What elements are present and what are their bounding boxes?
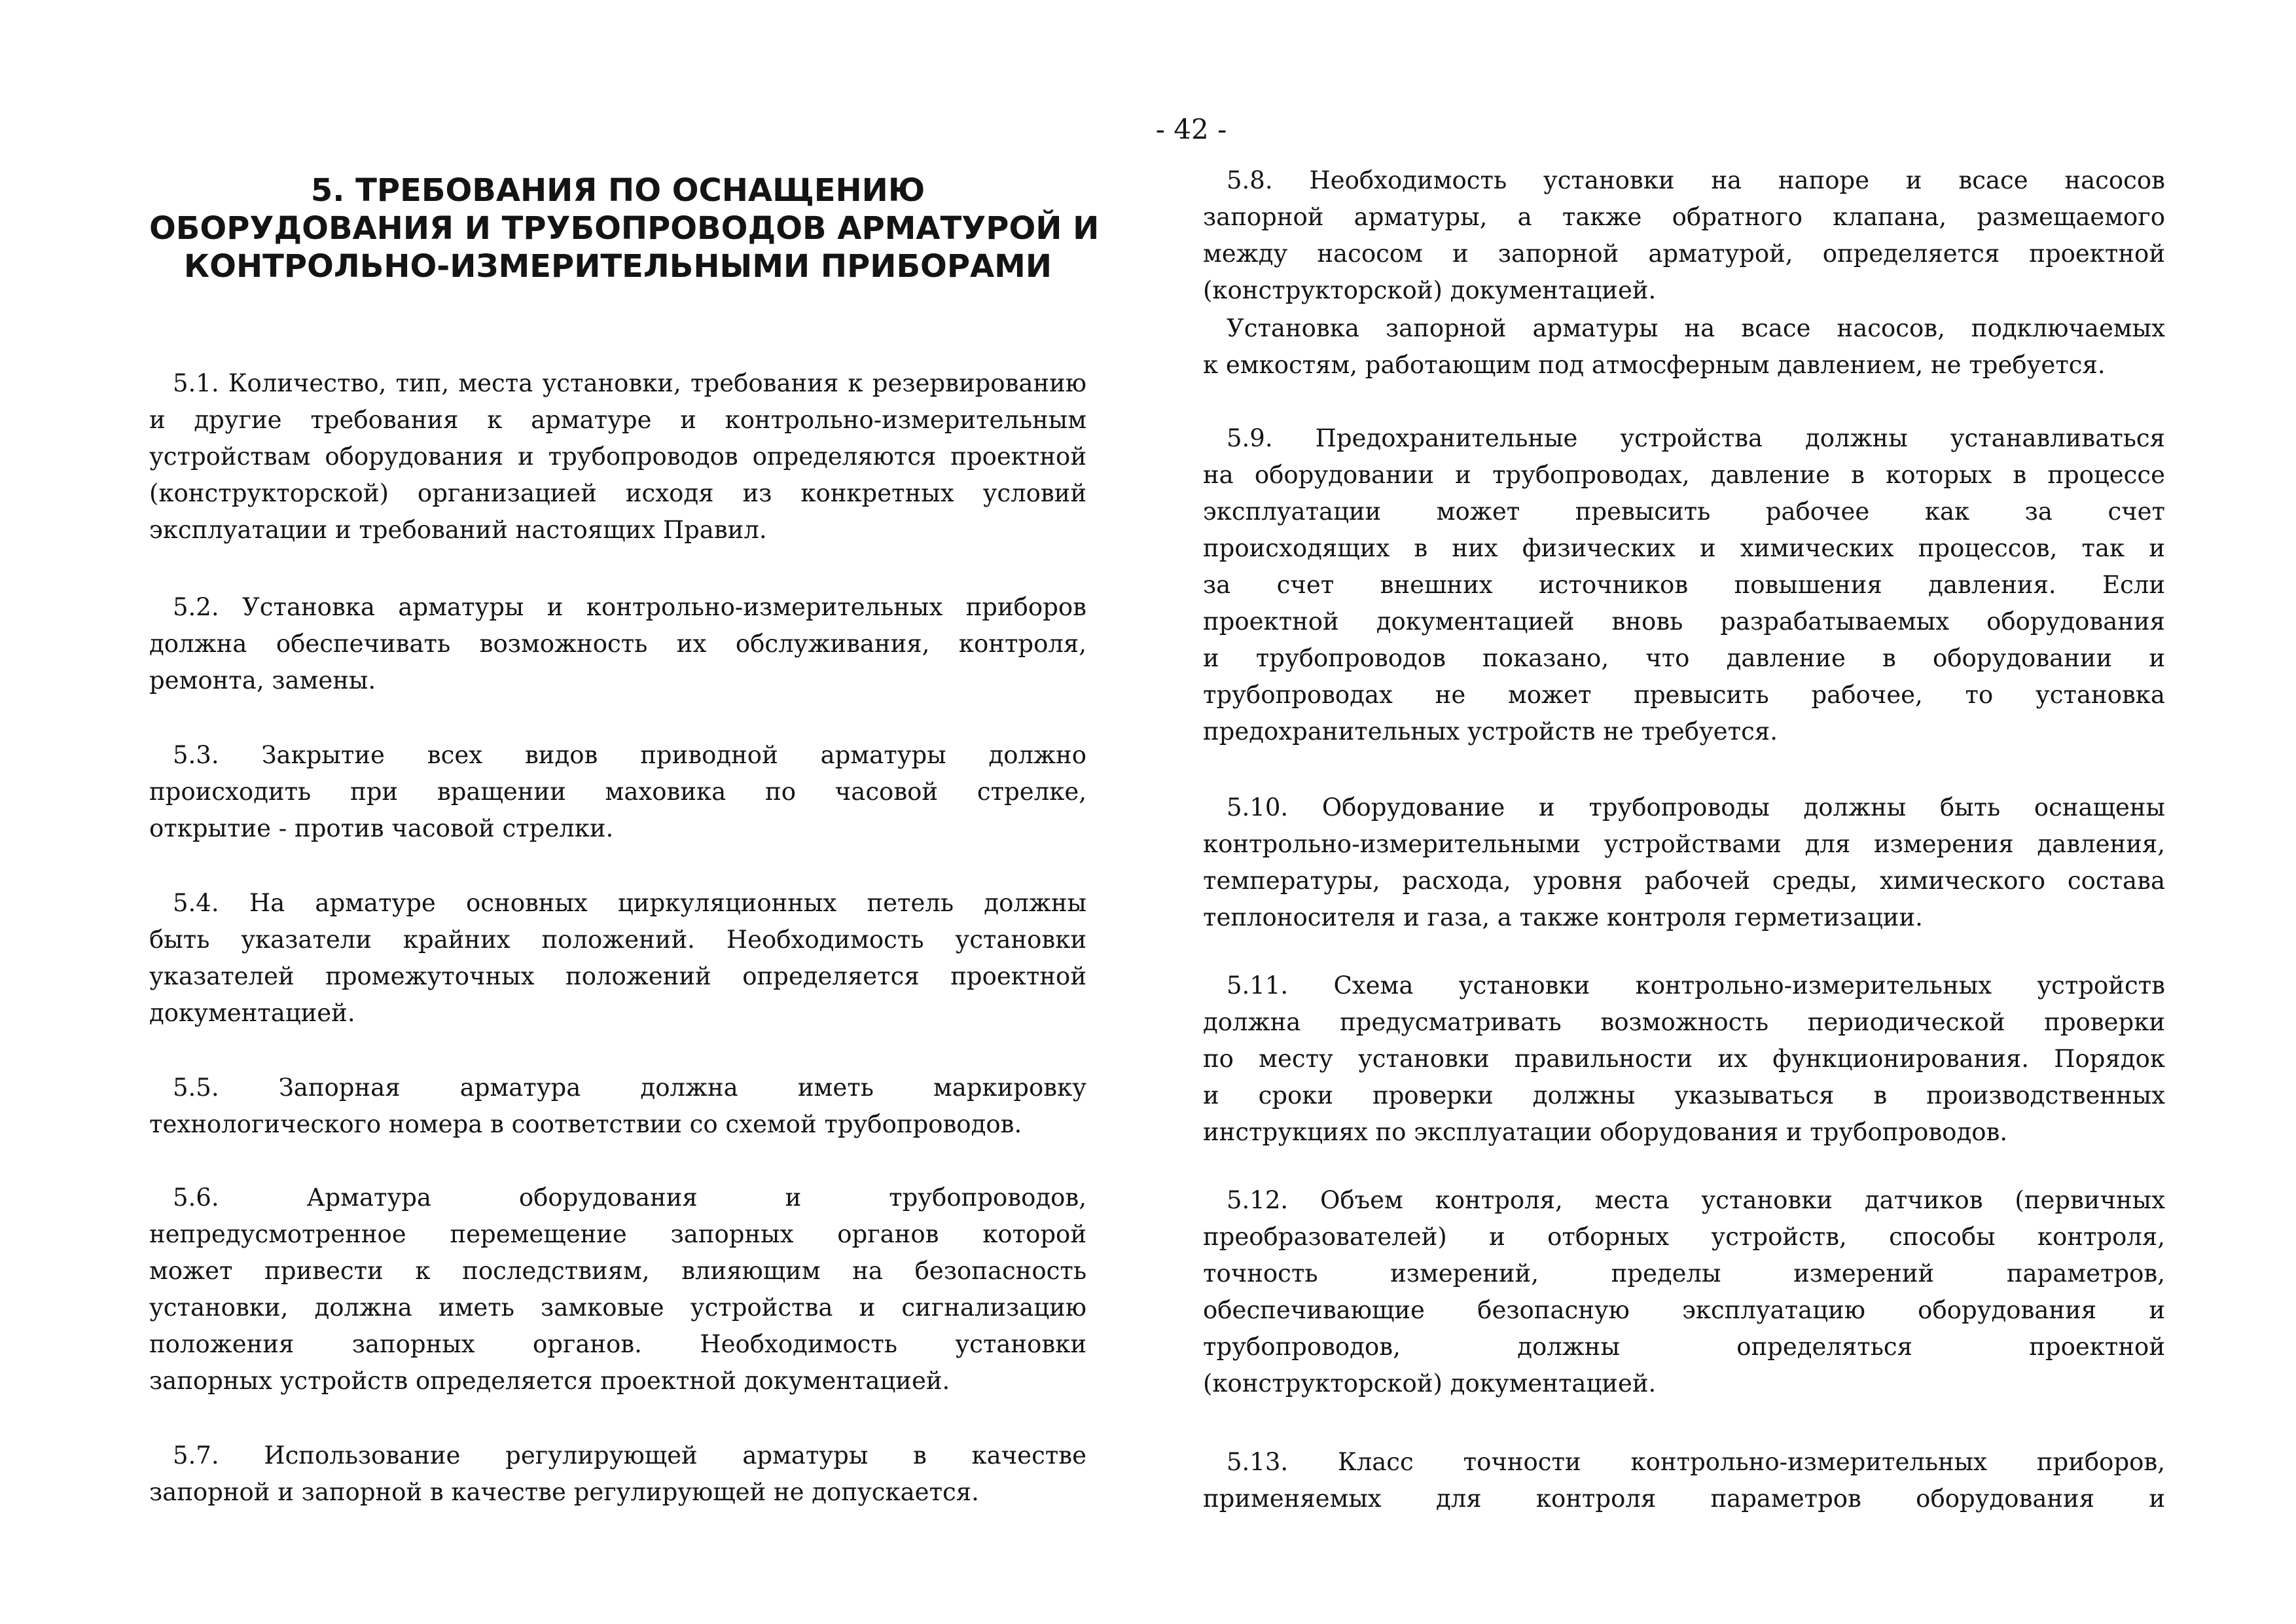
paragraph-5-10 — [1203, 789, 2165, 936]
text-line: 5.2. Установка арматуры и контрольно-измерительных приборов — [173, 593, 1086, 621]
text-line: преобразователей) и отборных устройств, способы контроля, — [1203, 1223, 2165, 1251]
text-line: проектной документацией вновь разрабатываемых оборудования — [1203, 607, 2165, 636]
section-title-line: ОБОРУДОВАНИЯ И ТРУБОПРОВОДОВ АРМАТУРОЙ И — [149, 210, 1100, 247]
text-line: 5.7. Использование регулирующей арматуры в качестве — [173, 1441, 1086, 1470]
text-line: 5.9. Предохранительные устройства должны устанавливаться — [1227, 424, 2165, 452]
text-line: трубопроводах не может превысить рабочее, то установка — [1203, 681, 2165, 709]
text-line: технологического номера в соответствии со схемой трубопроводов. — [149, 1110, 1022, 1138]
text-line: указателей промежуточных положений определяется проектной — [149, 962, 1086, 990]
text-line: эксплуатации может превысить рабочее как за счет — [1203, 497, 2165, 526]
text-line: 5.3. Закрытие всех видов приводной арматуры должно — [173, 741, 1086, 769]
left-column — [149, 0, 1100, 1624]
text-line: и другие требования к арматуре и контрольно-измерительным — [149, 406, 1086, 434]
text-line: должна обеспечивать возможность их обслуживания, контроля, — [149, 630, 1086, 658]
text-line: 5.12. Объем контроля, места установки датчиков (первичных — [1227, 1186, 2165, 1214]
right-column — [1203, 0, 2165, 1624]
paragraph-5-9 — [1203, 420, 2165, 750]
text-line: (конструкторской) организацией исходя из конкретных условий — [149, 479, 1086, 507]
paragraph-5-3 — [149, 737, 1086, 847]
section-title-line: КОНТРОЛЬНО-ИЗМЕРИТЕЛЬНЫМИ ПРИБОРАМИ — [183, 248, 1052, 285]
text-line: на оборудовании и трубопроводах, давление в которых в процессе — [1203, 461, 2165, 489]
text-line: открытие - против часовой стрелки. — [149, 814, 614, 842]
text-line: инструкциях по эксплуатации оборудования и трубопроводов. — [1203, 1118, 2008, 1146]
paragraph-5-8-note — [1203, 310, 2165, 384]
text-line: установки, должна иметь замковые устройства и сигнализацию — [149, 1293, 1086, 1322]
text-line: 5.10. Оборудование и трубопроводы должны быть оснащены — [1227, 793, 2165, 821]
text-line: устройствам оборудования и трубопроводов определяются проектной — [149, 442, 1086, 471]
text-line: 5.8. Необходимость установки на напоре и всасе насосов — [1227, 166, 2165, 194]
section-title-line: 5. ТРЕБОВАНИЯ ПО ОСНАЩЕНИЮ — [310, 172, 925, 209]
text-line: происходящих в них физических и химических процессов, так и — [1203, 534, 2165, 562]
text-line: эксплуатации и требований настоящих Правил. — [149, 516, 767, 544]
text-line: Установка запорной арматуры на всасе насосов, подключаемых — [1227, 314, 2165, 342]
text-line: (конструкторской) документацией. — [1203, 1369, 1657, 1398]
text-line: к емкостям, работающим под атмосферным давлением, не требуется. — [1203, 351, 2106, 379]
text-line: обеспечивающие безопасную эксплуатацию оборудования и — [1203, 1296, 2165, 1324]
text-line: 5.11. Схема установки контрольно-измерительных устройств — [1227, 971, 2165, 1000]
text-line: 5.4. На арматуре основных циркуляционных петель должны — [173, 889, 1086, 917]
section-title — [149, 171, 1100, 285]
text-line: положения запорных органов. Необходимость установки — [149, 1330, 1086, 1358]
text-line: 5.13. Класс точности контрольно-измерительных приборов, — [1227, 1448, 2165, 1476]
paragraph-5-6 — [149, 1180, 1086, 1399]
text-line: предохранительных устройств не требуется. — [1203, 717, 1778, 746]
paragraph-5-4 — [149, 885, 1086, 1032]
text-line: за счет внешних источников повышения давления. Если — [1203, 571, 2165, 599]
text-line: происходить при вращении маховика по часовой стрелке, — [149, 778, 1086, 806]
page-number: - 42 - — [1155, 113, 1227, 145]
text-line: и трубопроводов показано, что давление в оборудовании и — [1203, 644, 2165, 672]
text-line: трубопроводов, должны определяться проектной — [1203, 1333, 2165, 1361]
paragraph-5-1 — [149, 365, 1086, 549]
text-line: применяемых для контроля параметров оборудования и — [1203, 1485, 2165, 1513]
text-line: запорных устройств определяется проектной документацией. — [149, 1367, 950, 1395]
text-line: запорной и запорной в качестве регулирующей не допускается. — [149, 1478, 979, 1506]
paragraph-5-2 — [149, 589, 1086, 699]
text-line: и сроки проверки должны указываться в производственных — [1203, 1081, 2165, 1110]
paragraph-5-12 — [1203, 1182, 2165, 1402]
text-line: температуры, расхода, уровня рабочей среды, химического состава — [1203, 867, 2165, 895]
text-line: ремонта, замены. — [149, 666, 376, 695]
paragraph-5-7 — [149, 1437, 1086, 1511]
text-line: документацией. — [149, 999, 355, 1027]
text-line: между насосом и запорной арматурой, определяется проектной — [1203, 240, 2165, 268]
text-line: точность измерений, пределы измерений параметров, — [1203, 1259, 2165, 1288]
text-line: быть указатели крайних положений. Необходимость установки — [149, 926, 1086, 954]
text-line: по месту установки правильности их функционирования. Порядок — [1203, 1045, 2165, 1073]
paragraph-5-8 — [1203, 162, 2165, 309]
text-line: (конструкторской) документацией. — [1203, 276, 1657, 304]
paragraph-5-13 — [1203, 1444, 2165, 1517]
text-line: 5.5. Запорная арматура должна иметь маркировку — [173, 1074, 1086, 1102]
text-line: 5.6. Арматура оборудования и трубопроводов, — [173, 1183, 1086, 1212]
paragraph-5-5 — [149, 1070, 1086, 1143]
text-line: запорной арматуры, а также обратного клапана, размещаемого — [1203, 203, 2165, 231]
text-line: непредусмотренное перемещение запорных органов которой — [149, 1220, 1086, 1248]
text-line: может привести к последствиям, влияющим на безопасность — [149, 1257, 1086, 1285]
text-line: 5.1. Количество, тип, места установки, требования к резервированию — [173, 369, 1086, 397]
text-line: теплоносителя и газа, а также контроля герметизации. — [1203, 903, 1923, 931]
text-line: должна предусматривать возможность периодической проверки — [1203, 1008, 2165, 1036]
text-line: контрольно-измерительными устройствами для измерения давления, — [1203, 830, 2165, 858]
paragraph-5-11 — [1203, 967, 2165, 1151]
